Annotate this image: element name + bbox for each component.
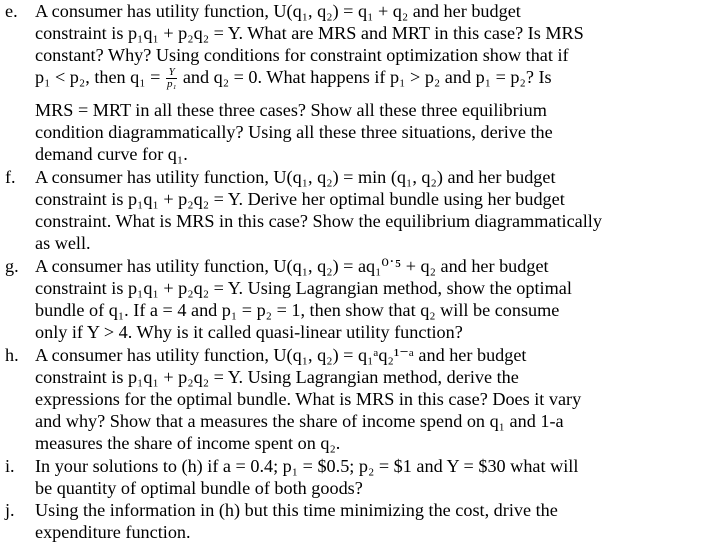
item-g-line-3: bundle of q₁. If a = 4 and p₁ = p₂ = 1, then show that q₂ will be consume — [35, 300, 560, 320]
item-marker-g: g. — [5, 256, 19, 276]
item-marker-e: e. — [5, 1, 18, 21]
item-e-line-4 — [35, 66, 552, 90]
item-marker-f: f. — [5, 167, 16, 187]
item-f-line-2: constraint is p₁q₁ + p₂q₂ = Y. Derive her optimal bundle using her budget — [35, 189, 565, 209]
item-e-line-6: condition diagrammatically? Using all these three situations, derive the — [35, 122, 553, 142]
item-g-line-4: only if Y > 4. Why is it called quasi-linear utility function? — [35, 322, 463, 342]
item-h-line-2: constraint is p₁q₁ + p₂q₂ = Y. Using Lagrangian method, derive the — [35, 367, 519, 387]
item-i-line-1: In your solutions to (h) if a = 0.4; p₁ = $0.5; p₂ = $1 and Y = $30 what will — [35, 456, 579, 476]
item-h-line-4: and why? Show that a measures the share of income spend on q₁ and 1-a — [35, 411, 564, 431]
item-marker-j: j. — [5, 500, 15, 520]
item-e-line-1: A consumer has utility function, U(q₁, q₂) = q₁ + q₂ and her budget — [35, 1, 521, 21]
item-h-line-3: expressions for the optimal bundle. What is MRS in this case? Does it vary — [35, 389, 582, 409]
item-marker-i: i. — [5, 456, 15, 476]
item-j-line-2: expenditure function. — [35, 522, 191, 542]
fraction-denominator: p₁ — [166, 78, 177, 91]
item-j-line-1: Using the information in (h) but this time minimizing the cost, drive the — [35, 500, 558, 520]
item-g-line-1: A consumer has utility function, U(q₁, q₂) = aq₁⁰˙⁵ + q₂ and her budget — [35, 256, 549, 276]
item-e-line-2: constraint is p₁q₁ + p₂q₂ = Y. What are MRS and MRT in this case? Is MRS — [35, 23, 584, 43]
item-e-line-3: constant? Why? Using conditions for constraint optimization show that if — [35, 45, 569, 65]
item-f-line-3: constraint. What is MRS in this case? Show the equilibrium diagrammatically — [35, 211, 602, 231]
item-e-line-4-after: and q₂ = 0. What happens if p₁ > p₂ and p₁ = p₂? Is — [178, 67, 552, 87]
item-f-line-4: as well. — [35, 233, 91, 253]
fraction-y-over-p1 — [166, 67, 177, 90]
item-e-line-5: MRS = MRT in all these three cases? Show all these three equilibrium — [35, 100, 547, 120]
item-g-line-2: constraint is p₁q₁ + p₂q₂ = Y. Using Lagrangian method, show the optimal — [35, 278, 572, 298]
fraction-numerator: Y — [166, 67, 177, 79]
item-f-line-1: A consumer has utility function, U(q₁, q₂) = min (q₁, q₂) and her budget — [35, 167, 556, 187]
item-h-line-1: A consumer has utility function, U(q₁, q₂) = q₁ᵃq₂¹⁻ᵃ and her budget — [35, 345, 527, 365]
item-i-line-2: be quantity of optimal bundle of both goods? — [35, 478, 363, 498]
item-marker-h: h. — [5, 345, 19, 365]
item-e-line-7: demand curve for q₁. — [35, 144, 188, 164]
item-h-line-5: measures the share of income spent on q₂. — [35, 433, 341, 453]
item-e-line-4-before: p₁ < p₂, then q₁ = — [35, 67, 165, 87]
